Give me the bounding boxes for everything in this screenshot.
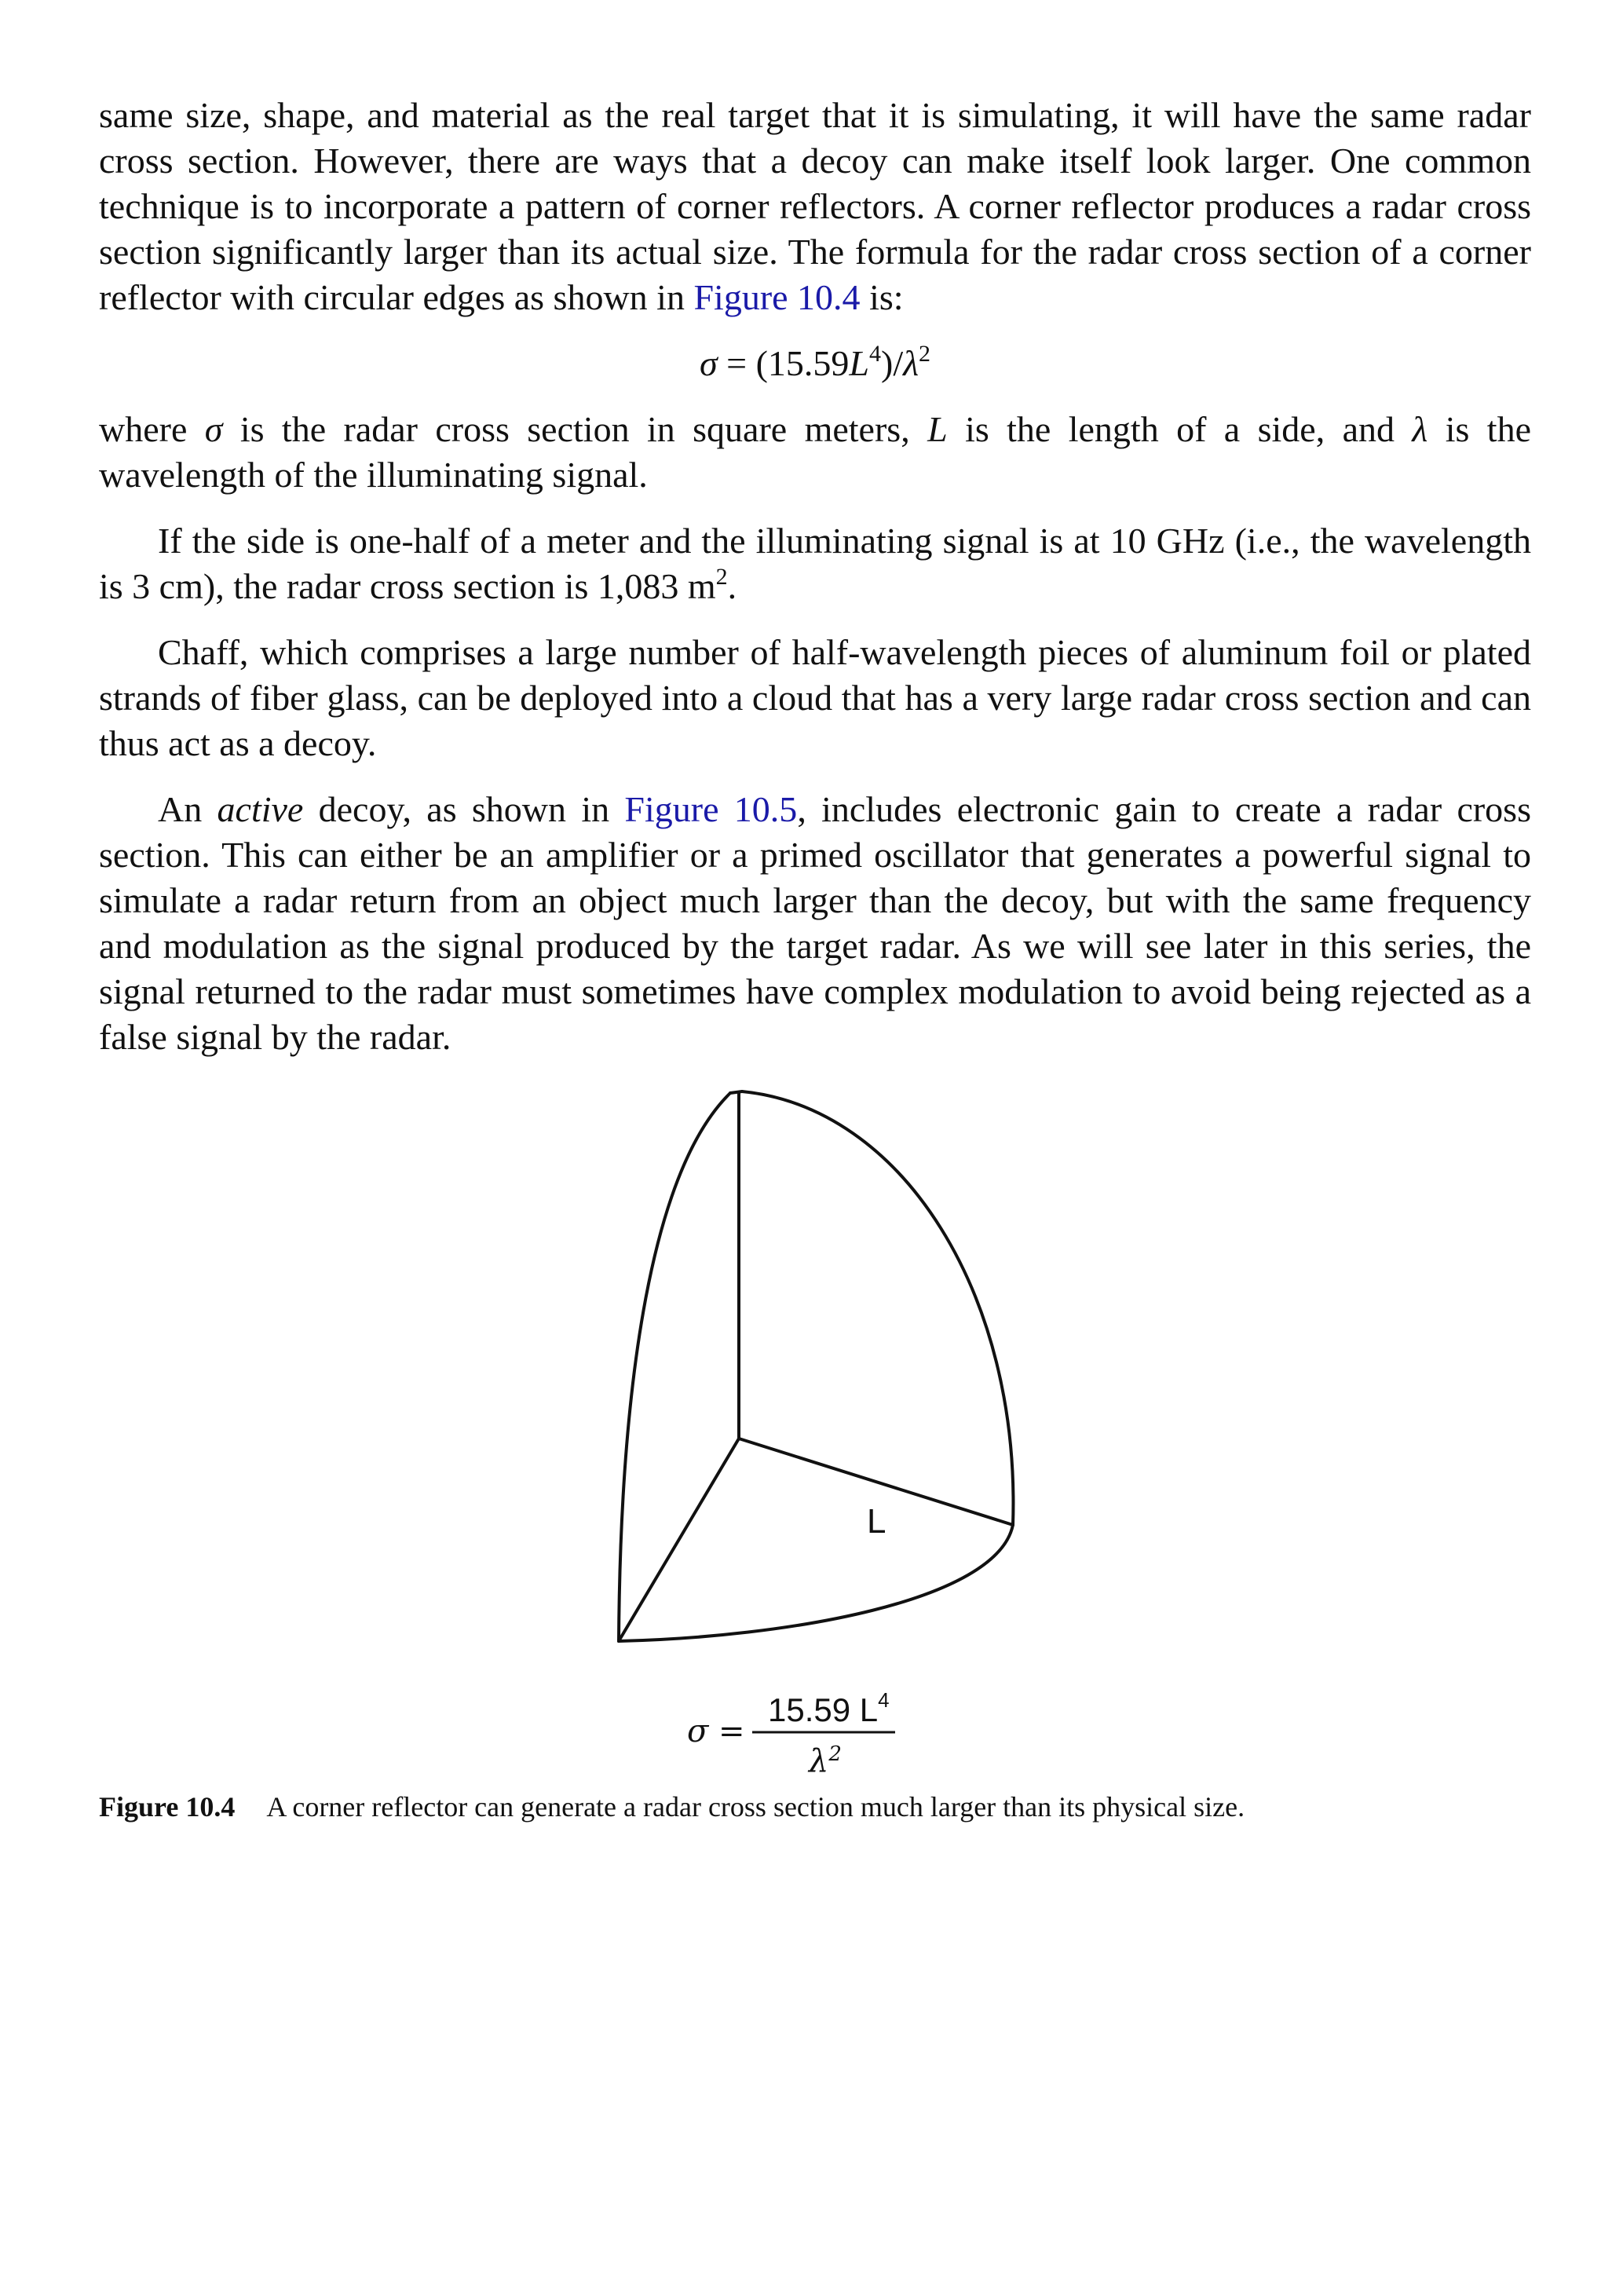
rcs-equation: $\sigma = (15.59L^4)/\lambda^2$ [699,341,931,383]
figure-10-5-link[interactable]: Figure 10.5 [624,789,798,829]
paragraph-5: An active decoy, as shown in Figure 10.5, includes electronic gain to create a radar cross section. This can either be an amplifier or a primed oscillator that generates a powerful signal to simulate a radar return from an object much larger than the decoy, but with the same frequency and modulation as the signal produced by the target radar. As we will see later in this series, the signal returned to the radar must sometimes have complex modulation to avoid being rejected as a false signal by the radar. [99,789,1531,1057]
formula-denominator: $\lambda^2$ [809,1742,842,1779]
formula-numerator: 15.59 $L^4$ [768,1688,890,1728]
corner-reflector-drawing [619,1091,1013,1641]
formula-sigma: σ = [687,1713,745,1749]
paragraph-3: If the side is one-half of a meter and the illuminating signal is at 10 GHz (i.e., the wavelength is 3 cm), the radar cross section is 1,083 $m^2$. [99,521,1531,606]
paragraph-4: Chaff, which comprises a large number of half-wavelength pieces of aluminum foil or plated strands of fiber glass, can be deployed into a cloud that has a very large radar cross section and can thus act as a decoy. [99,632,1531,763]
figure-caption-label: Figure 10.4 [99,1791,236,1823]
diagonal-edge [619,1439,739,1641]
paragraph-2: where σ is the radar cross section in square meters, L is the length of a side, and λ is the wavelength of the illuminating signal. [99,409,1531,495]
figure-10-4-link[interactable]: Figure 10.4 [693,277,861,317]
top-cap [730,1091,742,1093]
figure-caption [99,1789,1245,1825]
page-body [99,93,1531,1060]
figure-caption-text: A corner reflector can generate a radar cross section much larger than its physical size. [266,1791,1245,1823]
right-arc [742,1091,1013,1525]
paragraph-1: same size, shape, and material as the real target that it is simulating, it will have the same radar cross section. However, there are ways that a decoy can make itself look larger. One common technique is to incorporate a pattern of corner reflectors. A corner reflector produces a radar cross section significantly larger than its actual size. The formula for the radar cross section of a corner reflector with circular edges as shown in Figure 10.4 is: [99,95,1531,317]
side-edge-L [739,1439,1013,1525]
left-arc [619,1093,730,1641]
bottom-arc [619,1525,1013,1641]
side-label-L: L [867,1502,886,1541]
